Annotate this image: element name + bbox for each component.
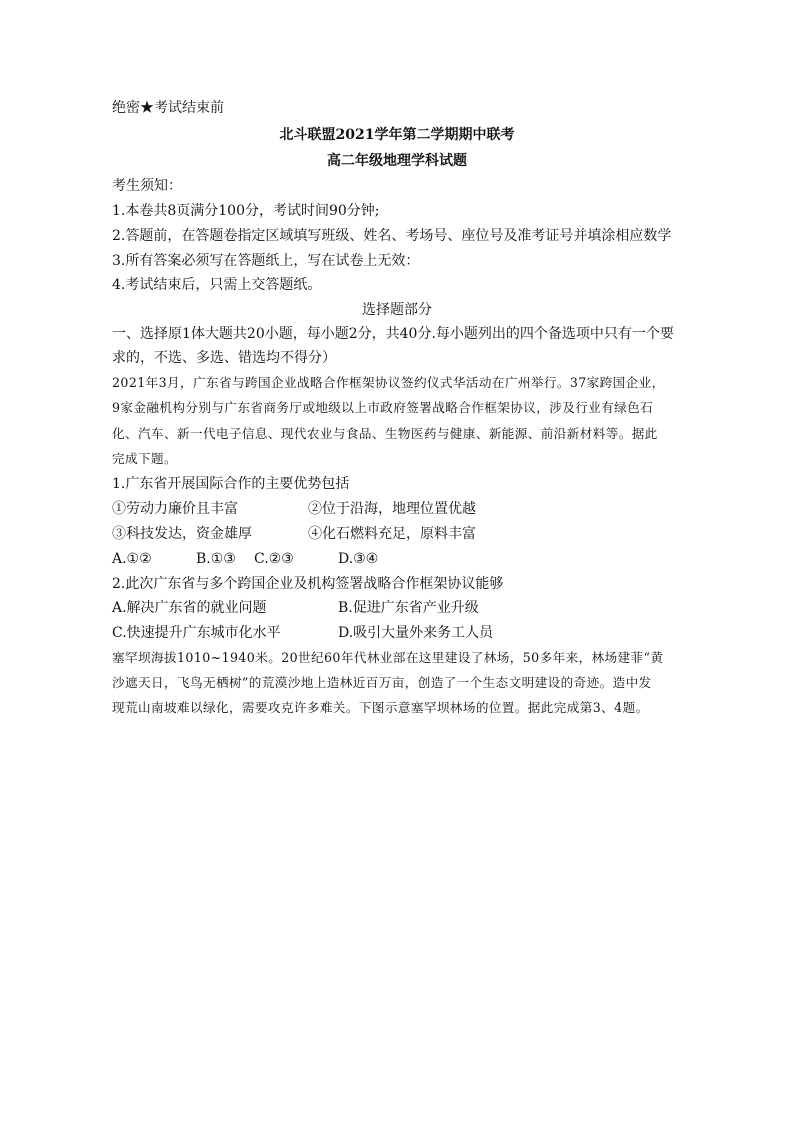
notice-item: 3.所有答案必须写在答题纸上，写在试卷上无效： — [112, 253, 420, 269]
notice-item: 1.本卷共8页满分100分，考试时间90分钟; — [112, 203, 380, 219]
answer-option: C.②③ — [254, 551, 294, 567]
answer-option: B.促进广东省产业升级 — [338, 600, 479, 616]
passage-line: 沙遮天日，飞鸟无栖树”的荒漠沙地上造林近百万亩，创造了一个生态文明建设的奇迹。造中发 — [112, 675, 652, 690]
passage-line: 9家金融机构分别与广东省商务厅或地级以上市政府签署战略合作框架协议，涉及行业有绿色石 — [112, 400, 654, 415]
passage-line: 完成下题。 — [112, 451, 177, 466]
question-stem: 2.此次广东省与多个跨国企业及机构签署战略合作框架协议能够 — [112, 576, 504, 592]
answer-option: C.快速提升广东城市化水平 — [112, 625, 281, 641]
exam-subtitle: 高二年级地理学科试题 — [327, 153, 467, 169]
section-instruction: 一、选择原1体大题共20小题，每小题2分，共40分.每小题列出的四个备选项中只有一个要 — [112, 326, 674, 342]
section-instruction: 求的，不选、多选、错选均不得分） — [112, 350, 336, 366]
notice-item: 4.考试结束后，只需上交答题纸。 — [112, 277, 322, 293]
notice-heading: 考生须知： — [112, 178, 182, 194]
question-stem: 1.广东省开展国际合作的主要优势包括 — [112, 476, 350, 492]
passage-line: 2021年3月，广东省与跨国企业战略合作框架协议签约仪式华活动在广州举行。37家跨国企业， — [112, 375, 665, 390]
answer-option: D.吸引大量外来务工人员 — [338, 625, 494, 641]
notice-item: 2.答题前，在答题卷指定区域填写班级、姓名、考场号、座位号及准考证号并填涂相应数学 — [112, 228, 672, 244]
statement-item: ③科技发达，资金雄厚 — [112, 526, 252, 542]
answer-option: D.③④ — [338, 551, 379, 567]
statement-item: ②位于沿海，地理位置优越 — [308, 501, 476, 517]
exam-title: 北斗联盟2021学年第二学期期中联考 — [279, 127, 515, 143]
section-title: 选择题部分 — [362, 302, 432, 318]
confidential-mark: 绝密★考试结束前 — [112, 100, 224, 116]
answer-option: A.解决广东省的就业问题 — [112, 600, 267, 616]
statement-item: ④化石燃料充足，原料丰富 — [308, 526, 476, 542]
answer-option: A.①② — [112, 551, 152, 567]
statement-item: ①劳动力廉价且丰富 — [112, 501, 238, 517]
passage-line: 化、汽车、新一代电子信息、现代农业与食品、生物医药与健康、新能源、前沿新材料等。据此 — [112, 426, 658, 441]
answer-option: B.①③ — [196, 551, 236, 567]
passage-line: 塞罕坝海拔1010~1940米。20世纪60年代林业部在这里建设了林场，50多年来，林场建菲“黄 — [112, 650, 664, 665]
passage-line: 现荒山南坡难以绿化，需要攻克许多难关。下图示意塞罕坝林场的位置。据此完成第3、4题。 — [112, 700, 649, 715]
